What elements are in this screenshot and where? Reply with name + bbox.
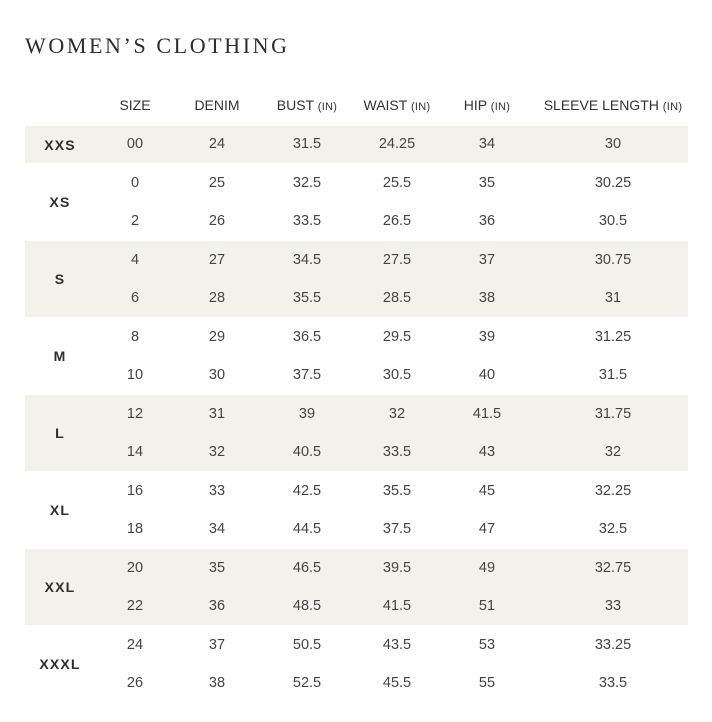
cell-size: 22	[126, 598, 144, 614]
table-row	[25, 626, 688, 664]
table-row	[25, 395, 688, 433]
cell-bust: 52.5	[292, 675, 322, 691]
cell-denim: 24	[208, 136, 226, 152]
size-group-label: XS	[49, 194, 71, 210]
size-group-xxs	[25, 126, 688, 163]
cell-sleeve: 31.25	[594, 329, 632, 345]
table-row	[25, 318, 688, 356]
header-hip-label: HIP	[463, 97, 487, 113]
cell-sleeve: 30.5	[598, 213, 628, 229]
cell-sleeve: 32.75	[594, 560, 632, 576]
cell-bust: 35.5	[292, 290, 322, 306]
cell-hip: 37	[478, 252, 496, 268]
cell-denim: 34	[208, 521, 226, 537]
cell-denim: 36	[208, 598, 226, 614]
cell-denim: 28	[208, 290, 226, 306]
cell-sleeve: 30	[604, 136, 622, 152]
header-bust	[277, 92, 338, 118]
header-waist-label: WAIST	[363, 97, 408, 113]
cell-bust: 48.5	[292, 598, 322, 614]
cell-denim: 33	[208, 483, 226, 499]
size-group-label: XXL	[44, 579, 76, 595]
size-table	[25, 126, 688, 702]
cell-denim: 31	[208, 406, 226, 422]
cell-denim: 25	[208, 175, 226, 191]
cell-size: 6	[130, 290, 140, 306]
table-row	[25, 202, 688, 240]
cell-size: 16	[126, 483, 144, 499]
header-sleeve-label: SLEEVE LENGTH	[543, 97, 659, 113]
header-waist	[364, 92, 431, 118]
table-row	[25, 126, 688, 163]
header-denim: DENIM	[194, 97, 240, 113]
cell-bust: 36.5	[292, 329, 322, 345]
header-hip-unit: (IN)	[490, 101, 511, 113]
cell-hip: 38	[478, 290, 496, 306]
table-row	[25, 241, 688, 279]
cell-denim: 29	[208, 329, 226, 345]
cell-size: 26	[126, 675, 144, 691]
cell-hip: 34	[478, 136, 496, 152]
cell-sleeve: 32	[604, 444, 622, 460]
size-group-label: XXXL	[39, 656, 81, 672]
size-group-label: S	[54, 271, 66, 287]
cell-bust: 40.5	[292, 444, 322, 460]
cell-waist: 24.25	[378, 136, 416, 152]
cell-denim: 37	[208, 637, 226, 653]
cell-hip: 39	[478, 329, 496, 345]
cell-denim: 26	[208, 213, 226, 229]
cell-bust: 31.5	[292, 136, 322, 152]
cell-sleeve: 31.5	[598, 367, 628, 383]
size-group-xxl	[25, 549, 688, 625]
cell-denim: 32	[208, 444, 226, 460]
cell-waist: 37.5	[382, 521, 412, 537]
cell-denim: 30	[208, 367, 226, 383]
cell-waist: 28.5	[382, 290, 412, 306]
size-group-xxxl	[25, 626, 688, 702]
cell-sleeve: 33.25	[594, 637, 632, 653]
cell-hip: 41.5	[472, 406, 502, 422]
cell-sleeve: 33.5	[598, 675, 628, 691]
cell-bust: 46.5	[292, 560, 322, 576]
table-row	[25, 587, 688, 625]
cell-bust: 42.5	[292, 483, 322, 499]
table-header	[25, 92, 688, 118]
header-sleeve-unit: (IN)	[662, 101, 683, 113]
cell-waist: 32	[388, 406, 406, 422]
cell-sleeve: 31.75	[594, 406, 632, 422]
cell-size: 10	[126, 367, 144, 383]
cell-size: 24	[126, 637, 144, 653]
cell-hip: 51	[478, 598, 496, 614]
cell-size: 18	[126, 521, 144, 537]
cell-hip: 43	[478, 444, 496, 460]
cell-size: 2	[130, 213, 140, 229]
cell-hip: 49	[478, 560, 496, 576]
cell-bust: 32.5	[292, 175, 322, 191]
header-waist-unit: (IN)	[410, 101, 431, 113]
cell-sleeve: 32.5	[598, 521, 628, 537]
cell-waist: 26.5	[382, 213, 412, 229]
cell-size: 0	[130, 175, 140, 191]
cell-sleeve: 32.25	[594, 483, 632, 499]
cell-size: 20	[126, 560, 144, 576]
cell-denim: 27	[208, 252, 226, 268]
cell-size: 12	[126, 406, 144, 422]
size-group-xs	[25, 164, 688, 240]
cell-hip: 47	[478, 521, 496, 537]
cell-waist: 43.5	[382, 637, 412, 653]
header-sleeve-length	[544, 92, 683, 118]
cell-sleeve: 30.75	[594, 252, 632, 268]
table-row	[25, 472, 688, 510]
cell-waist: 25.5	[382, 175, 412, 191]
table-row	[25, 433, 688, 471]
cell-waist: 45.5	[382, 675, 412, 691]
size-group-xl	[25, 472, 688, 548]
cell-hip: 53	[478, 637, 496, 653]
cell-waist: 33.5	[382, 444, 412, 460]
cell-hip: 55	[478, 675, 496, 691]
cell-bust: 39	[298, 406, 316, 422]
size-group-s	[25, 241, 688, 317]
cell-hip: 36	[478, 213, 496, 229]
header-size: SIZE	[119, 97, 151, 113]
table-row	[25, 664, 688, 702]
cell-size: 14	[126, 444, 144, 460]
table-row	[25, 549, 688, 587]
table-row	[25, 510, 688, 548]
cell-waist: 27.5	[382, 252, 412, 268]
cell-size: 00	[126, 136, 144, 152]
header-bust-label: BUST	[276, 97, 314, 113]
size-group-label: L	[55, 425, 65, 441]
size-group-label: M	[53, 348, 67, 364]
cell-bust: 33.5	[292, 213, 322, 229]
cell-waist: 41.5	[382, 598, 412, 614]
cell-waist: 29.5	[382, 329, 412, 345]
cell-bust: 34.5	[292, 252, 322, 268]
cell-sleeve: 33	[604, 598, 622, 614]
cell-size: 4	[130, 252, 140, 268]
size-group-label: XXS	[44, 136, 76, 153]
table-row	[25, 279, 688, 317]
size-group-m	[25, 318, 688, 394]
cell-size: 8	[130, 329, 140, 345]
table-row	[25, 356, 688, 394]
header-hip	[464, 92, 511, 118]
cell-hip: 35	[478, 175, 496, 191]
page-title: WOMEN’S CLOTHING	[25, 33, 290, 58]
header-bust-unit: (IN)	[317, 101, 338, 113]
cell-bust: 37.5	[292, 367, 322, 383]
cell-hip: 40	[478, 367, 496, 383]
cell-waist: 39.5	[382, 560, 412, 576]
cell-waist: 35.5	[382, 483, 412, 499]
table-row	[25, 164, 688, 202]
size-group-label: XL	[49, 502, 71, 518]
cell-denim: 38	[208, 675, 226, 691]
cell-bust: 50.5	[292, 637, 322, 653]
cell-hip: 45	[478, 483, 496, 499]
size-group-l	[25, 395, 688, 471]
cell-sleeve: 30.25	[594, 175, 632, 191]
cell-bust: 44.5	[292, 521, 322, 537]
cell-waist: 30.5	[382, 367, 412, 383]
cell-denim: 35	[208, 560, 226, 576]
cell-sleeve: 31	[604, 290, 622, 306]
